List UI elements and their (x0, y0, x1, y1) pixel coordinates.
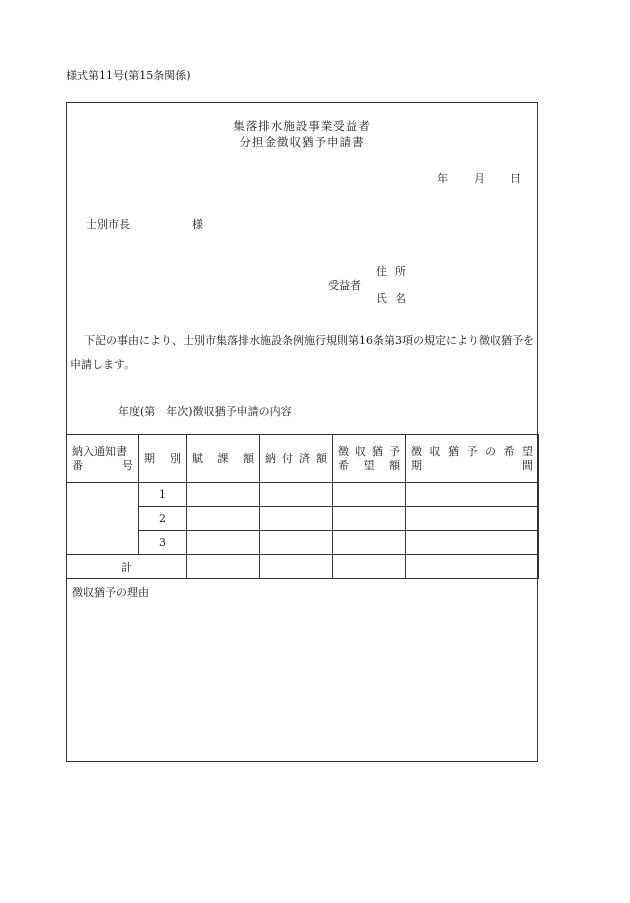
period-cell: 3 (139, 531, 187, 555)
paid-amount-cell[interactable] (260, 483, 333, 507)
form-number-label: 様式第11号(第15条関係) (66, 69, 191, 82)
form-title-line1: 集落排水施設事業受益者 (233, 119, 371, 133)
header-paid-amount: 納 付 済 額 (260, 435, 333, 483)
name-label[interactable]: 氏名 (376, 292, 414, 305)
request-statement: 下記の事由により、士別市集落排水施設条例施行規則第16条第3項の規定により徴収猶予を申請します。 (70, 334, 534, 371)
total-assessed-cell[interactable] (187, 555, 260, 579)
header-requested-amount: 徴 収 猶 予 希 望 額 (333, 435, 406, 483)
total-requested-cell[interactable] (333, 555, 406, 579)
notice-number-cell[interactable] (67, 483, 139, 555)
reason-field[interactable] (66, 600, 538, 760)
total-label: 計 (67, 555, 187, 579)
date-day[interactable]: 日 (510, 172, 521, 185)
deferral-table (66, 434, 539, 579)
assessed-amount-cell[interactable] (187, 507, 260, 531)
assessed-amount-cell[interactable] (187, 531, 260, 555)
requested-amount-cell[interactable] (333, 483, 406, 507)
addressee: 士別市長 (86, 218, 130, 231)
paid-amount-cell[interactable] (260, 507, 333, 531)
form-title-line2: 分担金徴収猶予申請書 (239, 135, 365, 149)
header-requested-period: 徴 収 猶 予 の 希 望 期 間 (406, 435, 539, 483)
assessed-amount-cell[interactable] (187, 483, 260, 507)
address-label[interactable]: 住所 (376, 265, 414, 278)
date-year[interactable]: 年 (437, 172, 448, 185)
header-period: 期 別 (139, 435, 187, 483)
paid-amount-cell[interactable] (260, 531, 333, 555)
total-paid-cell[interactable] (260, 555, 333, 579)
applicant-label: 受益者 (328, 279, 361, 292)
period-cell: 1 (139, 483, 187, 507)
reason-label: 徴収猶予の理由 (72, 586, 149, 599)
content-heading: 年度(第 年次)徴収猶予申請の内容 (118, 405, 292, 418)
requested-amount-cell[interactable] (333, 531, 406, 555)
header-notice-number: 納入通知書 番 号 (67, 435, 139, 483)
date-month[interactable]: 月 (474, 172, 485, 185)
total-period-cell[interactable] (406, 555, 539, 579)
requested-period-cell[interactable] (406, 507, 539, 531)
requested-period-cell[interactable] (406, 483, 539, 507)
period-cell: 2 (139, 507, 187, 531)
header-assessed-amount: 賦 課 額 (187, 435, 260, 483)
requested-period-cell[interactable] (406, 531, 539, 555)
honorific: 様 (192, 218, 203, 231)
requested-amount-cell[interactable] (333, 507, 406, 531)
